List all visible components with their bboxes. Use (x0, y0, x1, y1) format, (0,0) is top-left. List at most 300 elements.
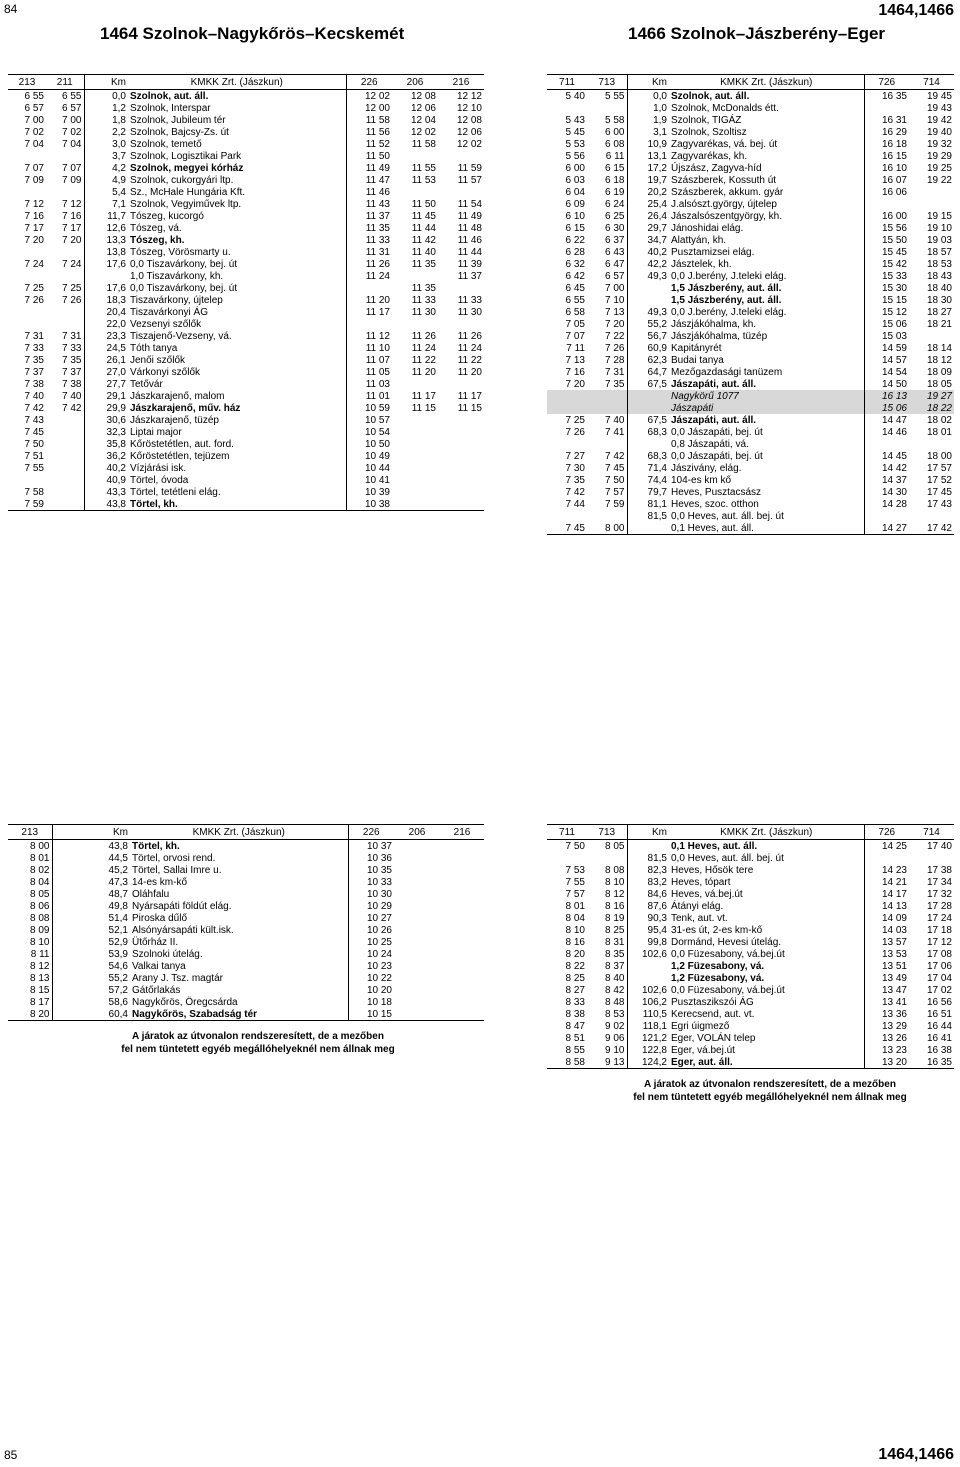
km-value: 56,7 (627, 330, 669, 342)
departure-time (392, 318, 438, 330)
stop-name: 1,5 Jászberény, aut. áll. (669, 282, 864, 294)
departure-time: 11 46 (457, 234, 482, 246)
table-row (547, 390, 954, 402)
departure-time (440, 864, 484, 876)
departure-time: 8 55 (565, 1044, 585, 1056)
departure-time: 8 20 (565, 948, 585, 960)
table-row (547, 306, 954, 318)
departure-time: 11 52 (365, 138, 390, 150)
departure-time: 7 42 (62, 402, 82, 414)
departure-time: 15 03 (881, 330, 907, 342)
table-row (8, 342, 484, 354)
departure-time: 8 06 (30, 900, 50, 912)
table-row (547, 972, 954, 984)
trip-number: 213 (8, 825, 52, 840)
table-row (547, 462, 954, 474)
departure-time: 14 23 (881, 864, 907, 876)
departure-time: 12 06 (456, 126, 482, 138)
km-value: 62,3 (627, 354, 669, 366)
departure-time (864, 102, 909, 114)
departure-time: 11 49 (457, 210, 482, 222)
departure-time (46, 246, 84, 258)
stop-name: 1,5 Jászberény, aut. áll. (669, 294, 864, 306)
trip-number: 226 (346, 75, 392, 90)
departure-time: 7 16 (62, 210, 82, 222)
stop-name: Szolnok, temető (128, 138, 346, 150)
departure-time (440, 840, 484, 853)
title-1464: 1464 Szolnok–Nagykőrös–Kecskemét (100, 24, 405, 43)
departure-time: 11 33 (365, 234, 390, 246)
departure-time (46, 462, 84, 474)
departure-time: 7 13 (605, 306, 625, 318)
stop-name: Jászivány, elág. (669, 462, 864, 474)
departure-time: 18 57 (926, 246, 952, 258)
departure-time (46, 306, 84, 318)
km-value: 4,9 (84, 174, 128, 186)
departure-time: 13 41 (881, 996, 907, 1008)
km-value: 13,1 (627, 150, 669, 162)
km-value: 42,2 (627, 258, 669, 270)
departure-time: 7 11 (566, 342, 585, 354)
km-value: 4,2 (84, 162, 128, 174)
departure-time: 13 53 (881, 948, 907, 960)
km-header: Km (84, 75, 128, 90)
departure-time (392, 270, 438, 282)
departure-time (8, 246, 46, 258)
stop-name: 0,0 Jászapáti, bej. út (669, 450, 864, 462)
km-value: 34,7 (627, 234, 669, 246)
km-value: 118,1 (627, 1020, 669, 1032)
departure-time: 5 43 (565, 114, 585, 126)
departure-time: 14 57 (881, 354, 907, 366)
stop-name: Kapitányrét (669, 342, 864, 354)
departure-time: 6 11 (605, 150, 625, 162)
table-row (8, 114, 484, 126)
departure-time: 19 25 (926, 162, 952, 174)
departure-time: 7 57 (605, 486, 625, 498)
stop-name: Jásztelek, kh. (669, 258, 864, 270)
departure-time: 11 42 (411, 234, 436, 246)
note-line-1: A járatok az útvonalon rendszeresített, de a mezőben (644, 1079, 896, 1090)
table-row (8, 948, 484, 960)
stop-name: Szolnok, Szoltisz (669, 126, 864, 138)
departure-time: 14 27 (864, 522, 909, 535)
departure-time: 11 20 (365, 294, 390, 306)
km-value: 82,3 (627, 864, 669, 876)
departure-time: 7 44 (565, 498, 585, 510)
departure-time (394, 1008, 440, 1021)
departure-time: 6 22 (565, 234, 585, 246)
departure-time: 11 30 (457, 306, 482, 318)
departure-time: 18 05 (926, 378, 952, 390)
operator-header: KMKK Zrt. (Jászkun) (669, 75, 864, 90)
departure-time: 13 57 (881, 936, 907, 948)
departure-time: 16 07 (881, 174, 907, 186)
page-number-top: 84 (4, 2, 18, 16)
departure-time: 7 45 (24, 426, 44, 438)
departure-time: 15 33 (881, 270, 907, 282)
departure-time: 7 16 (24, 210, 44, 222)
departure-time: 11 03 (365, 378, 390, 390)
stop-name: Alattyán, kh. (669, 234, 864, 246)
departure-time: 16 13 (864, 390, 909, 402)
departure-time: 18 21 (926, 318, 952, 330)
trip-number: 216 (440, 825, 484, 840)
trip-number: 211 (46, 75, 84, 90)
stop-name: 1,2 Füzesabony, vá. (669, 960, 864, 972)
departure-time: 8 20 (8, 1008, 52, 1021)
departure-time: 11 15 (457, 402, 482, 414)
note-line-1: A járatok az útvonalon rendszeresített, de a mezőben (132, 1031, 384, 1042)
stop-name: Jászalsószentgyörgy, kh. (669, 210, 864, 222)
table-row (8, 378, 484, 390)
table-row (547, 138, 954, 150)
departure-time: 11 24 (457, 342, 482, 354)
departure-time (440, 984, 484, 996)
departure-time: 8 31 (605, 936, 625, 948)
table-row (547, 840, 954, 853)
departure-time: 8 42 (605, 984, 625, 996)
table-row (547, 1020, 954, 1032)
departure-time: 10 41 (364, 474, 390, 486)
km-value: 79,7 (627, 486, 669, 498)
stop-name: 1,0 Tiszavárkony, kh. (128, 270, 346, 282)
departure-time: 11 45 (411, 210, 436, 222)
km-value: 51,4 (52, 912, 130, 924)
table-row (8, 474, 484, 486)
departure-time: 10 44 (364, 462, 390, 474)
departure-time: 17 40 (926, 840, 952, 852)
departure-time: 8 04 (565, 912, 585, 924)
departure-time: 7 33 (24, 342, 44, 354)
departure-time: 7 38 (62, 378, 82, 390)
km-value: 24,5 (84, 342, 128, 354)
departure-time: 15 15 (881, 294, 907, 306)
km-value: 13,8 (84, 246, 128, 258)
departure-time: 10 36 (366, 852, 392, 864)
km-value (84, 270, 128, 282)
departure-time: 8 00 (587, 522, 627, 535)
departure-time: 13 51 (881, 960, 907, 972)
table-row (547, 102, 954, 114)
departure-time: 6 47 (605, 258, 625, 270)
timetable-1466-part2 (547, 824, 954, 1069)
departure-time: 7 42 (605, 450, 625, 462)
departure-time: 7 25 (62, 282, 82, 294)
departure-time: 18 12 (926, 354, 952, 366)
departure-time: 7 26 (605, 342, 625, 354)
departure-time: 7 26 (24, 294, 44, 306)
departure-time: 7 07 (565, 330, 585, 342)
km-value: 52,9 (52, 936, 130, 948)
km-value: 81,5 (627, 510, 669, 522)
departure-time (547, 402, 587, 414)
departure-time: 8 25 (605, 924, 625, 936)
km-value: 60,9 (627, 342, 669, 354)
departure-time (587, 852, 627, 864)
table-row (547, 438, 954, 450)
header-row (547, 75, 954, 90)
table-row (8, 270, 484, 282)
departure-time: 10 27 (366, 912, 392, 924)
departure-time: 8 08 (605, 864, 625, 876)
departure-time (438, 378, 484, 390)
stop-name: Budai tanya (669, 354, 864, 366)
departure-time: 6 09 (565, 198, 585, 210)
stop-name: Jászapáti, aut. áll. (669, 378, 864, 390)
departure-time (440, 924, 484, 936)
departure-time: 8 27 (565, 984, 585, 996)
table-row (8, 138, 484, 150)
departure-time: 7 50 (565, 840, 585, 852)
departure-time (46, 186, 84, 198)
departure-time: 11 43 (365, 198, 390, 210)
departure-time: 18 30 (926, 294, 952, 306)
departure-time (394, 960, 440, 972)
departure-time: 14 45 (881, 450, 907, 462)
departure-time (864, 198, 909, 210)
departure-time: 15 45 (881, 246, 907, 258)
stop-name: 0,0 Tiszavárkony, bej. út (128, 282, 346, 294)
departure-time: 7 05 (565, 318, 585, 330)
km-value: 25,4 (627, 198, 669, 210)
table-row (547, 234, 954, 246)
departure-time: 7 40 (24, 390, 44, 402)
table-row (547, 114, 954, 126)
departure-time: 11 37 (365, 210, 390, 222)
note-line-2: fel nem tüntetett egyéb megállóhelyeknél nem állnak meg (121, 1044, 395, 1055)
km-value: 13,3 (84, 234, 128, 246)
departure-time: 17 52 (926, 474, 952, 486)
km-value: 47,3 (52, 876, 130, 888)
departure-time: 8 58 (547, 1056, 587, 1069)
km-value: 1,8 (84, 114, 128, 126)
departure-time (440, 936, 484, 948)
departure-time: 14 25 (881, 840, 907, 852)
departure-time: 11 39 (457, 258, 482, 270)
departure-time (440, 912, 484, 924)
table-row (547, 342, 954, 354)
departure-time: 16 35 (881, 90, 907, 102)
departure-time: 7 28 (605, 354, 625, 366)
stop-name: 31-es út, 2-es km-kő (669, 924, 864, 936)
departure-time: 8 13 (30, 972, 50, 984)
departure-time: 11 20 (411, 366, 436, 378)
stop-name: Szolnok, McDonalds étt. (669, 102, 864, 114)
table-row (547, 510, 954, 522)
departure-time: 6 24 (605, 198, 625, 210)
stop-name: 0,1 Heves, aut. áll. (669, 522, 864, 535)
departure-time: 7 20 (24, 234, 44, 246)
departure-time: 7 42 (565, 486, 585, 498)
departure-time: 6 25 (605, 210, 625, 222)
km-value (627, 402, 669, 414)
departure-time: 7 20 (565, 378, 585, 390)
departure-time: 11 55 (411, 162, 436, 174)
departure-time (909, 852, 954, 864)
departure-time: 11 50 (411, 198, 436, 210)
km-value: 52,1 (52, 924, 130, 936)
departure-time: 7 17 (24, 222, 44, 234)
departure-time: 7 35 (605, 378, 625, 390)
departure-time: 8 15 (30, 984, 50, 996)
stop-name: Szolnoki útelág. (130, 948, 348, 960)
departure-time: 7 30 (565, 462, 585, 474)
stop-name: 104-es km kő (669, 474, 864, 486)
departure-time: 6 03 (565, 174, 585, 186)
departure-time (46, 426, 84, 438)
stop-name: Törtel, kh. (130, 840, 348, 853)
km-value: 17,6 (84, 258, 128, 270)
departure-time: 19 15 (926, 210, 952, 222)
stop-name: Törtel, Sallai Imre u. (130, 864, 348, 876)
departure-time: 17 28 (926, 900, 952, 912)
departure-time (392, 486, 438, 498)
departure-time (346, 282, 392, 294)
km-value: 58,6 (52, 996, 130, 1008)
km-value (627, 960, 669, 972)
table-row (8, 354, 484, 366)
departure-time: 11 24 (411, 342, 436, 354)
stop-name: Zagyvarékas, vá. bej. út (669, 138, 864, 150)
departure-time: 8 40 (605, 972, 625, 984)
trip-number: 714 (909, 75, 954, 90)
departure-time: 15 06 (864, 402, 909, 414)
departure-time: 10 20 (366, 984, 392, 996)
km-value: 5,4 (84, 186, 128, 198)
stop-name: Újszász, Zagyva-híd (669, 162, 864, 174)
departure-time: 10 59 (364, 402, 390, 414)
stop-name: Eger, aut. áll. (669, 1056, 864, 1069)
departure-time: 10 57 (364, 414, 390, 426)
departure-time (8, 150, 46, 162)
stop-name: Tóth tanya (128, 342, 346, 354)
km-value: 49,3 (627, 306, 669, 318)
trip-number: 216 (438, 75, 484, 90)
km-value: 0,0 (627, 90, 669, 103)
km-value: 0,0 (84, 90, 128, 103)
table-row (547, 330, 954, 342)
departure-time: 12 10 (456, 102, 482, 114)
departure-time: 16 15 (881, 150, 907, 162)
km-value: 60,4 (52, 1008, 130, 1021)
km-value: 43,8 (84, 498, 128, 511)
departure-time: 11 53 (411, 174, 436, 186)
operator-header: KMKK Zrt. (Jászkun) (130, 825, 348, 840)
line-id-bottom: 1464,1466 (878, 1446, 954, 1463)
km-value: 36,2 (84, 450, 128, 462)
stop-name: Valkai tanya (130, 960, 348, 972)
table-row (8, 294, 484, 306)
km-value: 3,1 (627, 126, 669, 138)
km-value: 45,2 (52, 864, 130, 876)
departure-time: 7 40 (62, 390, 82, 402)
stop-name: 0,0 J.berény, J.teleki elág. (669, 306, 864, 318)
departure-time: 17 42 (909, 522, 954, 535)
departure-time: 6 15 (605, 162, 625, 174)
table-row (8, 186, 484, 198)
table-row (547, 936, 954, 948)
km-value: 81,5 (627, 852, 669, 864)
stop-name: Mezőgazdasági tanüzem (669, 366, 864, 378)
departure-time: 11 33 (411, 294, 436, 306)
km-value: 11,7 (84, 210, 128, 222)
stop-name: Tenk, aut. vt. (669, 912, 864, 924)
table-row (8, 258, 484, 270)
departure-time: 7 31 (62, 330, 82, 342)
departure-time: 14 03 (881, 924, 907, 936)
trip-number: 206 (394, 825, 440, 840)
km-value: 17,6 (84, 282, 128, 294)
departure-time: 10 49 (364, 450, 390, 462)
departure-time: 7 26 (565, 426, 585, 438)
departure-time: 17 18 (926, 924, 952, 936)
departure-time: 16 31 (881, 114, 907, 126)
table-row (547, 318, 954, 330)
table-row (547, 258, 954, 270)
km-value: 68,3 (627, 426, 669, 438)
timetable-1464-part1 (8, 74, 484, 511)
stop-name: Tetővár (128, 378, 346, 390)
departure-time: 7 59 (8, 498, 46, 511)
departure-time (394, 864, 440, 876)
departure-time: 8 22 (565, 960, 585, 972)
table-row (547, 498, 954, 510)
departure-time: 18 14 (926, 342, 952, 354)
departure-time: 10 30 (366, 888, 392, 900)
departure-time (438, 186, 484, 198)
departure-time (438, 282, 484, 294)
departure-time: 15 06 (881, 318, 907, 330)
departure-time (587, 402, 627, 414)
departure-time: 8 05 (30, 888, 50, 900)
departure-time: 7 07 (62, 162, 82, 174)
departure-time (438, 486, 484, 498)
departure-time (46, 438, 84, 450)
trip-number: 226 (348, 825, 394, 840)
departure-time: 6 55 (62, 90, 82, 102)
departure-time: 12 02 (456, 138, 482, 150)
stop-name: Heves, szoc. otthon (669, 498, 864, 510)
stop-name: Heves, tópart (669, 876, 864, 888)
departure-time: 14 50 (881, 378, 907, 390)
departure-time: 10 15 (348, 1008, 394, 1021)
departure-time (587, 510, 627, 522)
departure-time: 16 18 (881, 138, 907, 150)
table-row (547, 210, 954, 222)
stop-name: Jenői szőlők (128, 354, 346, 366)
stop-name: Sz., McHale Hungária Kft. (128, 186, 346, 198)
stop-name: 0,1 Heves, aut. áll. (669, 840, 864, 853)
departure-time (438, 498, 484, 511)
km-value: 40,2 (627, 246, 669, 258)
departure-time: 6 37 (605, 234, 625, 246)
departure-time: 10 35 (366, 864, 392, 876)
departure-time: 6 19 (605, 186, 625, 198)
departure-time: 11 12 (365, 330, 390, 342)
km-value: 83,2 (627, 876, 669, 888)
departure-time: 18 02 (926, 414, 952, 426)
departure-time: 12 12 (456, 90, 482, 102)
departure-time (346, 318, 392, 330)
km-value: 102,6 (627, 948, 669, 960)
departure-time: 8 08 (30, 912, 50, 924)
departure-time (392, 426, 438, 438)
departure-time: 17 24 (926, 912, 952, 924)
departure-time: 8 33 (565, 996, 585, 1008)
table-row (547, 522, 954, 535)
km-value: 40,9 (84, 474, 128, 486)
